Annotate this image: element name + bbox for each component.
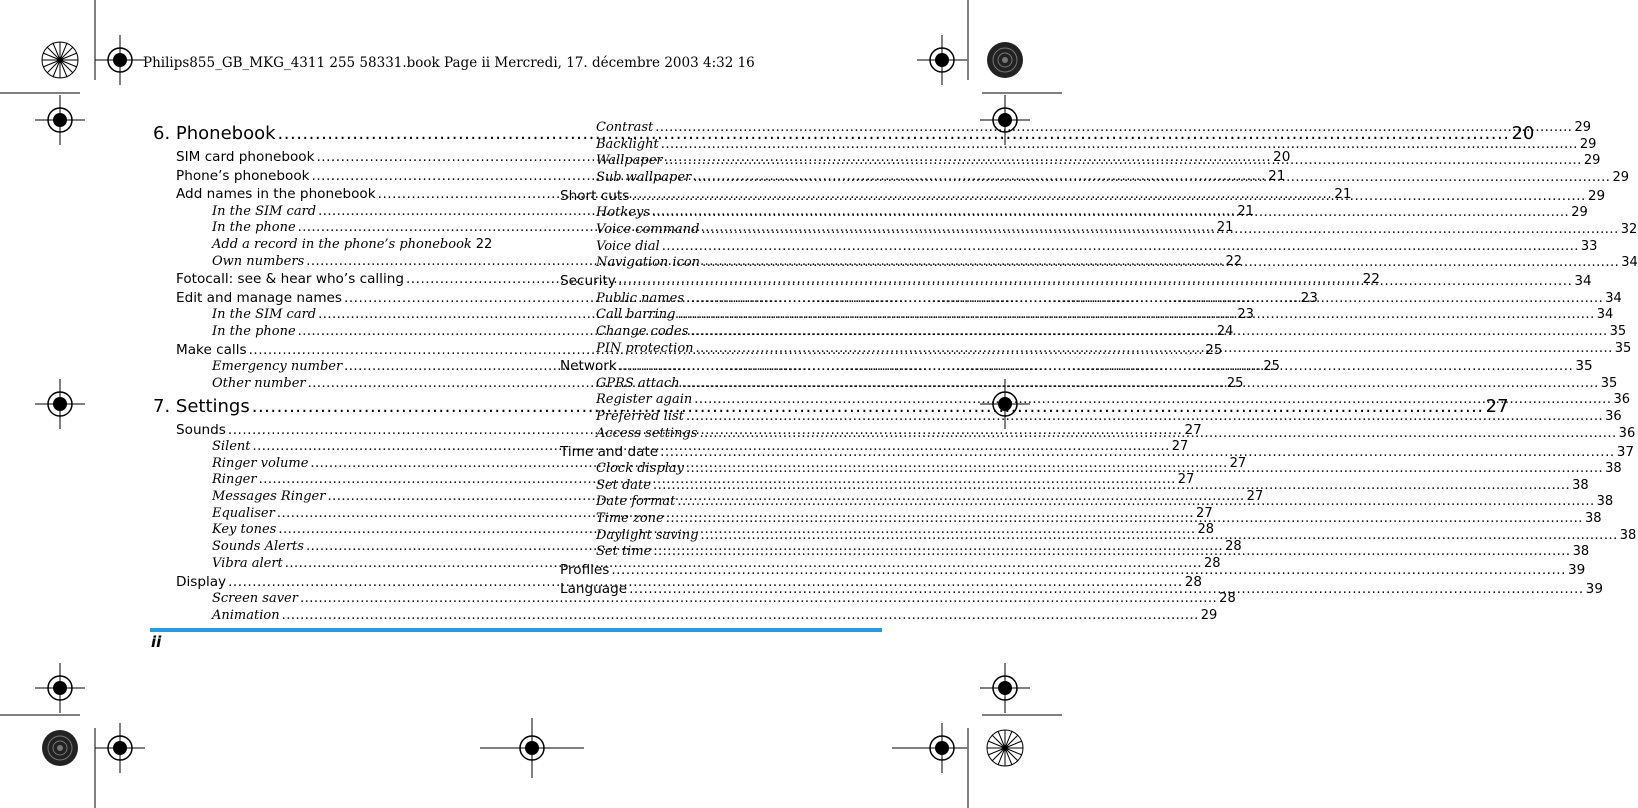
toc-entry-page: 38	[1605, 461, 1622, 476]
starburst-mark-icon	[42, 42, 78, 78]
toc-leader-dots	[660, 443, 1615, 462]
toc-entry-page: 22	[475, 236, 493, 252]
toc-entry-label: Fotocall: see & hear who’s calling	[176, 271, 404, 288]
toc-entry-label: Navigation icon	[596, 255, 701, 271]
toc-entry-page: 23	[1237, 307, 1254, 323]
toc-entry-page: 35	[1614, 340, 1632, 356]
toc-entry-page: 22	[1225, 253, 1243, 269]
toc-entry-page: 35	[1575, 358, 1593, 375]
toc-entry-label: Ringer	[212, 472, 257, 488]
toc-entry-page: 29	[1574, 120, 1591, 135]
toc-entry-label: Display	[176, 573, 227, 590]
toc-entry-label: 7. Settings	[153, 395, 250, 417]
toc-leader-dots	[611, 561, 1566, 580]
toc-entry-label: Security	[560, 273, 616, 289]
toc-entry-label: In the SIM card	[212, 203, 317, 219]
toc-entry-label: Silent	[212, 439, 251, 454]
toc-entry-page: 28	[1225, 539, 1242, 555]
toc-entry-page: 34	[1605, 290, 1622, 306]
toc-entry-page: 34	[1621, 255, 1638, 271]
toc-entry-page: 38	[1572, 477, 1589, 493]
toc-entry-page: 38	[1619, 527, 1637, 543]
toc-entry	[560, 409, 1622, 426]
toc-entry-label: 6. Phonebook	[153, 123, 276, 144]
registration-mark-icon	[35, 95, 85, 145]
toc-entry-label: Public names	[596, 290, 684, 306]
toc-leader-dots	[661, 137, 1578, 154]
registration-mark-icon	[917, 35, 967, 85]
toc-entry-label: Own numbers	[212, 253, 305, 269]
toc-entry-label: In the phone	[212, 220, 296, 236]
toc-entry-page: 34	[1596, 307, 1614, 323]
target-mark-icon	[987, 42, 1023, 78]
toc-entry-label: Emergency number	[212, 359, 343, 375]
toc-leader-dots	[619, 357, 1574, 376]
toc-entry-page: 28	[1219, 591, 1236, 606]
toc-leader-dots	[693, 170, 1610, 187]
toc-leader-dots	[701, 528, 1618, 545]
toc-entry-page: 27	[1184, 421, 1202, 438]
toc-entry-label: Add names in the phonebook	[176, 186, 376, 202]
toc-leader-dots	[662, 239, 1579, 256]
toc-leader-dots	[686, 291, 1603, 308]
toc-leader-dots	[686, 461, 1603, 478]
toc-entry-page: 32	[1620, 221, 1638, 237]
toc-entry-page: 27	[1246, 489, 1264, 505]
toc-entry-page: 29	[1583, 153, 1601, 169]
toc-entry-label: Sub wallpaper	[596, 170, 692, 186]
toc-entry-label: Edit and manage names	[176, 289, 343, 306]
toc-entry-page: 36	[1618, 425, 1636, 441]
toc-leader-dots	[631, 187, 1586, 206]
toc-leader-dots	[666, 511, 1583, 528]
toc-entry-page: 38	[1584, 511, 1602, 527]
toc-entry-label: Add a record in the phone’s phonebook	[212, 236, 472, 252]
toc-leader-dots	[699, 426, 1616, 443]
toc-entry-page: 23	[1300, 289, 1318, 306]
print-header: Philips855_GB_MKG_4311 255 58331.book Page ii Mercredi, 17. décembre 2003 4:32 16	[143, 55, 755, 71]
toc-leader-dots	[702, 222, 1619, 239]
toc-leader-dots	[282, 608, 1199, 625]
toc-entry	[560, 238, 1598, 256]
toc-entry	[153, 591, 1236, 608]
toc-entry-label: Animation	[212, 607, 280, 623]
toc-entry-label: Backlight	[596, 136, 659, 152]
toc-entry-label: Screen saver	[212, 591, 298, 606]
toc-entry-page: 39	[1567, 562, 1586, 579]
toc-leader-dots	[690, 324, 1607, 341]
toc-entry-page: 29	[1579, 136, 1597, 152]
registration-mark-icon	[95, 723, 145, 773]
toc-entry-label: Equaliser	[212, 505, 275, 521]
toc-entry-page: 27	[1229, 455, 1247, 471]
registration-mark-icon	[480, 718, 584, 778]
toc-entry-page: 21	[1237, 203, 1254, 219]
toc-entry-page: 38	[1596, 494, 1614, 510]
toc-leader-dots	[655, 120, 1572, 137]
toc-entry-page: 35	[1600, 375, 1618, 391]
toc-leader-dots	[702, 255, 1619, 272]
toc-leader-dots	[665, 153, 1582, 170]
toc-entry-page: 24	[1216, 323, 1234, 339]
registration-mark-icon	[980, 663, 1030, 713]
toc-entry-label: Short cuts	[560, 187, 630, 204]
toc-entry-page: 39	[1585, 580, 1603, 597]
toc-leader-dots	[694, 392, 1611, 409]
toc-entry-page: 22	[1362, 271, 1380, 288]
toc-entry-label: Hotkeys	[596, 205, 650, 221]
toc-entry-label: Change codes	[596, 323, 689, 339]
toc-entry-page: 25	[1205, 341, 1223, 358]
toc-leader-dots	[653, 544, 1570, 561]
toc-entry-label: Make calls	[176, 341, 247, 358]
toc-entry-page: 20	[1511, 123, 1535, 144]
toc-entry-page: 21	[1216, 220, 1234, 236]
toc-entry-label: Time zone	[596, 511, 664, 527]
registration-mark-icon	[35, 663, 85, 713]
toc-leader-dots	[686, 409, 1603, 426]
toc-leader-dots	[652, 205, 1569, 222]
toc-entry-label: Key tones	[212, 522, 277, 538]
page-number: ii	[151, 633, 162, 651]
footer-rule	[150, 628, 882, 632]
toc-entry-label: In the SIM card	[212, 307, 317, 323]
toc-leader-dots	[696, 341, 1613, 358]
toc-entry-label: Language	[560, 580, 628, 597]
toc-entry-page: 25	[1263, 359, 1280, 375]
toc-entry-page: 27	[1177, 472, 1195, 488]
target-mark-icon	[42, 730, 78, 766]
toc-leader-dots	[682, 376, 1599, 393]
toc-entry-page: 29	[1571, 205, 1588, 221]
toc-entry-label: Phone’s phonebook	[176, 167, 310, 184]
toc-entry-label: Sounds Alerts	[212, 539, 304, 555]
toc-entry-page: 28	[1197, 522, 1215, 538]
toc-entry-label: Network	[560, 358, 617, 375]
toc-entry-page: 38	[1572, 544, 1590, 560]
toc-entry-label: Ringer volume	[212, 455, 309, 471]
toc-entry-label: Contrast	[596, 120, 654, 135]
toc-entry-label: SIM card phonebook	[176, 149, 315, 165]
toc-entry-label: Register again	[596, 392, 693, 408]
toc-entry-page: 28	[1203, 555, 1221, 571]
toc-entry-label: Set time	[596, 544, 652, 560]
toc-entry-label: Clock display	[596, 461, 684, 476]
toc-entry-label: Voice command	[596, 221, 700, 237]
toc-entry	[560, 136, 1597, 154]
starburst-mark-icon	[987, 730, 1023, 766]
toc-entry-page: 27	[1171, 439, 1189, 454]
toc-leader-dots	[678, 307, 1595, 324]
registration-mark-icon	[892, 723, 967, 773]
toc-entry-page: 21	[1268, 167, 1286, 184]
registration-mark-icon	[35, 379, 85, 429]
toc-entry-page: 29	[1612, 170, 1629, 186]
toc-entry-page: 27	[1196, 505, 1213, 521]
toc-entry-page: 29	[1200, 607, 1218, 623]
toc-entry-label: Preferred list	[596, 409, 684, 425]
toc-leader-dots	[677, 494, 1594, 511]
toc-entry-label: Call barring	[596, 307, 676, 323]
toc-entry-page: 25	[1226, 375, 1244, 391]
toc-entry-label: GPRS attach	[596, 375, 680, 391]
toc-leader-dots	[653, 478, 1570, 495]
toc-entry-page: 33	[1580, 238, 1598, 254]
toc-entry	[153, 236, 493, 254]
toc-entry-page: 20	[1273, 149, 1291, 165]
toc-entry-label: Access settings	[596, 425, 698, 441]
toc-entry-label: Sounds	[176, 421, 226, 438]
toc-entry-label: Wallpaper	[596, 153, 663, 169]
toc-entry-page: 27	[1485, 395, 1509, 417]
toc-entry-page: 29	[1587, 187, 1606, 204]
toc-entry-label: PIN protection	[596, 340, 694, 356]
toc-entry-label: Set date	[596, 477, 651, 493]
toc-entry-page: 34	[1574, 273, 1592, 289]
toc-entry-label: Daylight saving	[596, 527, 699, 543]
toc-leader-dots	[629, 580, 1584, 599]
toc-entry-page: 35	[1609, 323, 1627, 339]
toc-entry-label: Messages Ringer	[212, 489, 326, 505]
toc-entry-label: Other number	[212, 375, 306, 391]
toc-entry-page: 37	[1616, 443, 1635, 460]
toc-entry-label: Time and date	[560, 443, 659, 460]
toc-entry-label: In the phone	[212, 323, 296, 339]
toc-entry-label: Date format	[596, 494, 676, 510]
toc-leader-dots	[618, 272, 1573, 291]
toc-entry-page: 36	[1605, 409, 1622, 425]
toc-entry-label: Voice dial	[596, 238, 660, 254]
toc-entry-label: Vibra alert	[212, 555, 283, 571]
toc-entry	[153, 607, 1218, 625]
toc-entry-page: 21	[1334, 186, 1352, 202]
toc-entry-page: 28	[1184, 573, 1202, 590]
toc-entry-label: Profiles	[560, 562, 610, 579]
registration-mark-icon	[95, 35, 145, 85]
toc-entry-page: 36	[1613, 392, 1630, 408]
